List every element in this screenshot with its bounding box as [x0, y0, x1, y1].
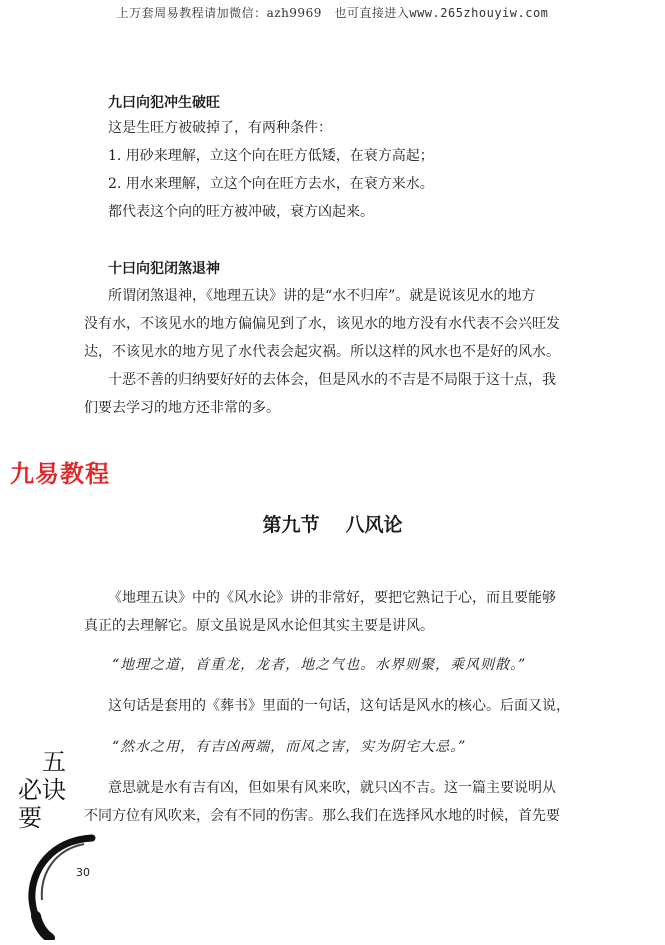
side-label-char: 必	[18, 776, 42, 804]
section-number: 第九节	[262, 514, 320, 536]
side-label-char: 要	[18, 804, 42, 832]
paragraph-line: 达，不该见水的地方见了水代表会起灾祸。所以这样的风水也不是好的风水。	[84, 344, 560, 360]
brush-arc-decoration	[22, 830, 112, 940]
paragraph-line: 这是生旺方被破掉了，有两种条件：	[108, 120, 332, 136]
watermark-logo: 九易教程	[10, 460, 110, 488]
section-name: 八风论	[345, 514, 403, 536]
paragraph-line: 都代表这个向的旺方被冲破，衰方凶起来。	[108, 204, 374, 220]
paragraph-line: 没有水，不该见水的地方偏偏见到了水，该见水的地方没有水代表不会兴旺发	[84, 316, 560, 332]
page-header	[0, 4, 665, 21]
quote-line: “地理之道，首重龙，龙者，地之气也。水界则聚，乘风则散。”	[112, 657, 527, 673]
page-number: 30	[76, 866, 90, 879]
quote-line: “然水之用，有吉凶两端，而风之害，实为阴宅大忌。”	[112, 739, 467, 755]
section-heading-9: 九曰向犯冲生破旺	[108, 95, 220, 111]
header-site: www.265zhouyiw.com	[409, 6, 549, 20]
side-label-char: 诀	[42, 776, 66, 804]
header-text: 上万套周易教程请加微信：azh9969 也可直接进入	[116, 6, 410, 20]
section-heading-10: 十曰向犯闭煞退神	[108, 261, 220, 277]
paragraph-line: 1. 用砂来理解，立这个向在旺方低矮，在衰方高起；	[108, 148, 434, 164]
paragraph-line: 2. 用水来理解，立这个向在旺方去水，在衰方来水。	[108, 176, 434, 192]
paragraph-line: 不同方位有风吹来，会有不同的伤害。那么我们在选择风水地的时候，首先要	[84, 808, 560, 824]
paragraph-line: 十恶不善的归纳要好好的去体会，但是风水的不吉是不局限于这十点，我	[108, 372, 556, 388]
paragraph-line: 们要去学习的地方还非常的多。	[84, 400, 280, 416]
paragraph-line: 真正的去理解它。原文虽说是风水论但其实主要是讲风。	[84, 618, 434, 634]
paragraph-line: 所谓闭煞退神，《地理五诀》讲的是“水不归库”。就是说该见水的地方	[108, 288, 536, 304]
paragraph-line: 意思就是水有吉有凶，但如果有风来吹，就只凶不吉。这一篇主要说明从	[108, 780, 556, 796]
paragraph-line: 《地理五诀》中的《风水论》讲的非常好，要把它熟记于心，而且要能够	[108, 590, 556, 606]
section-title	[0, 510, 665, 537]
paragraph-line: 这句话是套用的《葬书》里面的一句话，这句话是风水的核心。后面又说，	[108, 698, 570, 714]
side-label-char: 五	[42, 748, 66, 776]
